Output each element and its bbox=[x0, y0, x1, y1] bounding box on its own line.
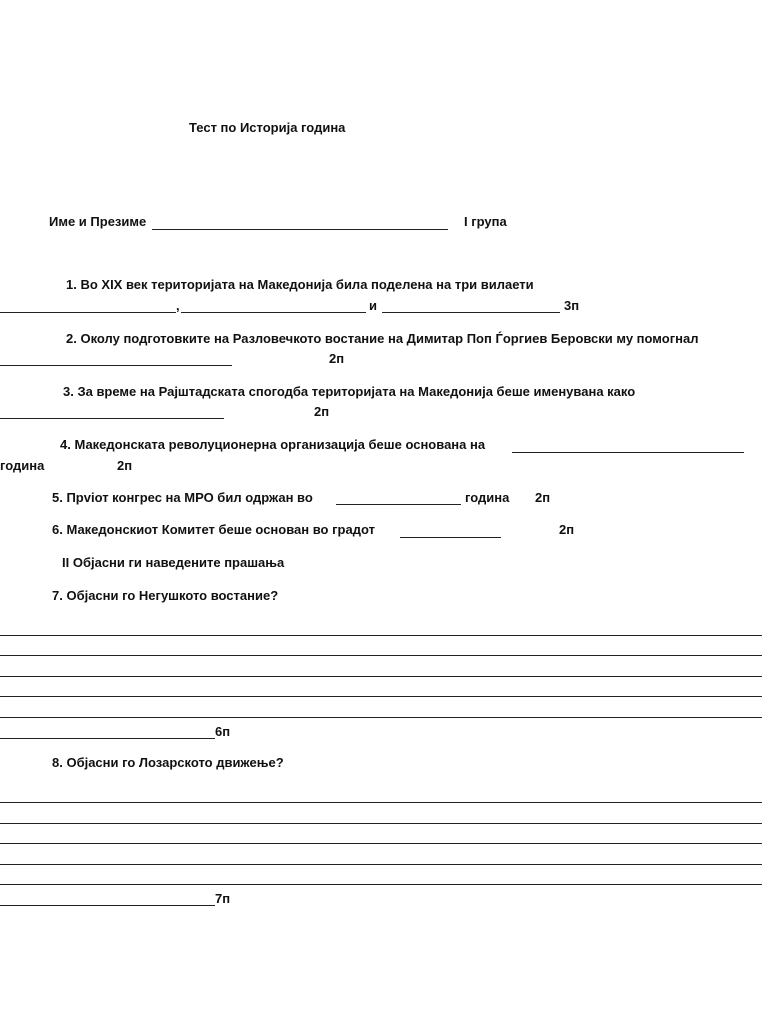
question-2-text: 2. Околу подготовките на Разловечкото востание на Димитар Поп Ѓоргиев Беровски му помогнал bbox=[66, 331, 699, 346]
q7-answer-line[interactable] bbox=[0, 717, 762, 718]
q8-answer-line[interactable] bbox=[0, 823, 762, 824]
question-3-text: 3. За време на Рајштадската спогодба територијата на Македонија беше именувана како bbox=[63, 384, 636, 399]
question-6-text: 6. Македонскиот Комитет беше основан во градот bbox=[52, 522, 375, 537]
q8-answer-line[interactable] bbox=[0, 802, 762, 803]
q2-blank[interactable] bbox=[0, 365, 232, 366]
q8-answer-line[interactable] bbox=[0, 843, 762, 844]
question-8-text: 8. Објасни го Лозарското движење? bbox=[52, 755, 284, 770]
q7-answer-line[interactable] bbox=[0, 655, 762, 656]
q4-points: 2п bbox=[117, 458, 133, 473]
q7-points: 6п bbox=[215, 724, 231, 739]
q5-blank[interactable] bbox=[336, 504, 461, 505]
q8-answer-line[interactable] bbox=[0, 864, 762, 865]
q7-answer-line-last[interactable] bbox=[0, 738, 215, 739]
q1-blank-1[interactable] bbox=[0, 312, 176, 313]
q6-blank[interactable] bbox=[400, 537, 501, 538]
page-title: Тест по Историја година bbox=[189, 120, 346, 135]
section-2-heading: II Објасни ги наведените прашања bbox=[62, 555, 285, 570]
q1-blank-2[interactable] bbox=[181, 312, 366, 313]
q8-answer-line-last[interactable] bbox=[0, 905, 215, 906]
q5-points: 2п bbox=[535, 490, 551, 505]
q1-and: и bbox=[369, 298, 377, 313]
q4-year: година bbox=[0, 458, 45, 473]
q8-answer-line[interactable] bbox=[0, 884, 762, 885]
q1-points: 3п bbox=[564, 298, 580, 313]
group-label: I група bbox=[464, 214, 507, 229]
q4-blank[interactable] bbox=[512, 452, 744, 453]
q6-points: 2п bbox=[559, 522, 575, 537]
name-blank[interactable] bbox=[152, 229, 448, 230]
question-1-text: 1. Во XIX век територијата на Македонија била поделена на три вилаети bbox=[66, 277, 534, 292]
q7-answer-line[interactable] bbox=[0, 635, 762, 636]
q1-comma: , bbox=[176, 298, 180, 313]
q2-points: 2п bbox=[329, 351, 345, 366]
q3-blank[interactable] bbox=[0, 418, 224, 419]
q8-points: 7п bbox=[215, 891, 231, 906]
q7-answer-line[interactable] bbox=[0, 676, 762, 677]
q1-blank-3[interactable] bbox=[382, 312, 560, 313]
question-7-text: 7. Објасни го Негушкото востание? bbox=[52, 588, 279, 603]
question-4-text: 4. Македонската револуционерна организација беше основана на bbox=[60, 437, 486, 452]
question-5-text: 5. Прviот конгрес на МРО бил одржан во bbox=[52, 490, 313, 505]
q5-year: година bbox=[465, 490, 510, 505]
q3-points: 2п bbox=[314, 404, 330, 419]
q7-answer-line[interactable] bbox=[0, 696, 762, 697]
name-label: Име и Презиме bbox=[49, 214, 147, 229]
